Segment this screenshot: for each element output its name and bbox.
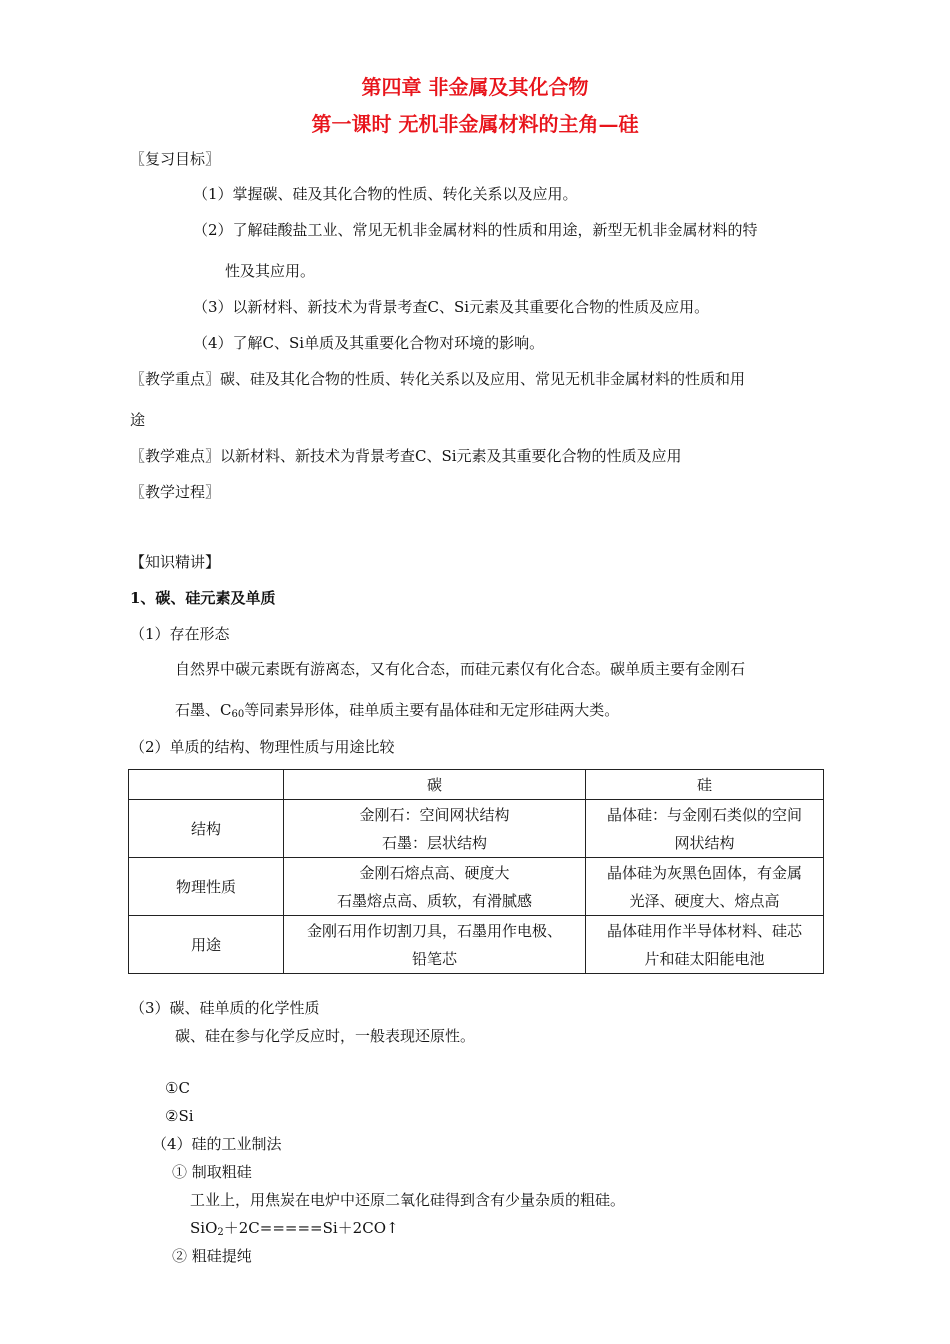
objective-item-continued: 性及其应用。 (225, 262, 316, 280)
sub3-item-si: ②Si (165, 1107, 194, 1125)
process-heading: 〖教学过程〗 (130, 483, 221, 501)
lesson-title: 第一课时 无机非金属材料的主角—硅 (311, 112, 639, 136)
chapter-title: 第四章 非金属及其化合物 (361, 75, 589, 99)
silicon-cell: 晶体硅为灰黑色固体，有金属 光泽、硬度大、熔点高 (586, 858, 824, 916)
table-header-cell: 碳 (284, 770, 586, 800)
table-header-cell (129, 770, 284, 800)
row-label: 物理性质 (129, 858, 284, 916)
table-row (129, 800, 824, 858)
sub1-heading: （1）存在形态 (130, 625, 230, 643)
objective-item: （2）了解硅酸盐工业、常见无机非金属材料的性质和用途，新型无机非金属材料的特 (193, 221, 758, 239)
sub2-heading: （2）单质的结构、物理性质与用途比较 (130, 738, 395, 756)
sub4-paragraph: 工业上，用焦炭在电炉中还原二氧化硅得到含有少量杂质的粗硅。 (190, 1191, 626, 1209)
table-row (129, 858, 824, 916)
sub4-heading: （4）硅的工业制法 (152, 1135, 282, 1153)
row-label: 结构 (129, 800, 284, 858)
sub4-item-purify: ② 粗硅提纯 (172, 1247, 252, 1265)
sub3-paragraph: 碳、硅在参与化学反应时，一般表现还原性。 (175, 1027, 476, 1045)
reaction-equation: SiO$_2$＋2C=====Si＋2CO↑ (190, 1219, 399, 1238)
objective-item: （3）以新材料、新技术为背景考查C、Si元素及其重要化合物的性质及应用。 (193, 298, 710, 316)
sub3-item-c: ①C (165, 1079, 190, 1097)
section1-heading: 1、碳、硅元素及单质 (130, 589, 276, 607)
carbon-cell: 金刚石：空间网状结构 石墨：层状结构 (284, 800, 586, 858)
objective-item: （4）了解C、Si单质及其重要化合物对环境的影响。 (193, 334, 545, 352)
sub3-heading: （3）碳、硅单质的化学性质 (130, 999, 320, 1017)
table-header-row (129, 770, 824, 800)
objective-item: （1）掌握碳、硅及其化合物的性质、转化关系以及应用。 (193, 185, 578, 203)
silicon-cell: 晶体硅用作半导体材料、硅芯 片和硅太阳能电池 (586, 916, 824, 974)
row-label: 用途 (129, 916, 284, 974)
knowledge-heading: 【知识精讲】 (130, 553, 221, 571)
key-points-continued: 途 (130, 411, 146, 429)
carbon-cell: 金刚石熔点高、硬度大 石墨熔点高、质软，有滑腻感 (284, 858, 586, 916)
objectives-heading: 〖复习目标〗 (130, 150, 221, 168)
comparison-table (128, 769, 824, 974)
table-header-cell: 硅 (586, 770, 824, 800)
silicon-cell: 晶体硅：与金刚石类似的空间 网状结构 (586, 800, 824, 858)
carbon-cell: 金刚石用作切割刀具，石墨用作电极、 铅笔芯 (284, 916, 586, 974)
difficulties: 〖教学难点〗以新材料、新技术为背景考查C、Si元素及其重要化合物的性质及应用 (130, 447, 682, 465)
key-points: 〖教学重点〗碳、硅及其化合物的性质、转化关系以及应用、常见无机非金属材料的性质和用 (130, 370, 746, 388)
sub1-paragraph-continued: 石墨、$C_{60}$等同素异形体，硅单质主要有晶体硅和无定形硅两大类。 (175, 701, 620, 720)
sub4-item-crude: ① 制取粗硅 (172, 1163, 252, 1181)
sub1-paragraph: 自然界中碳元素既有游离态，又有化合态，而硅元素仅有化合态。碳单质主要有金刚石 (175, 660, 746, 678)
table-row (129, 916, 824, 974)
